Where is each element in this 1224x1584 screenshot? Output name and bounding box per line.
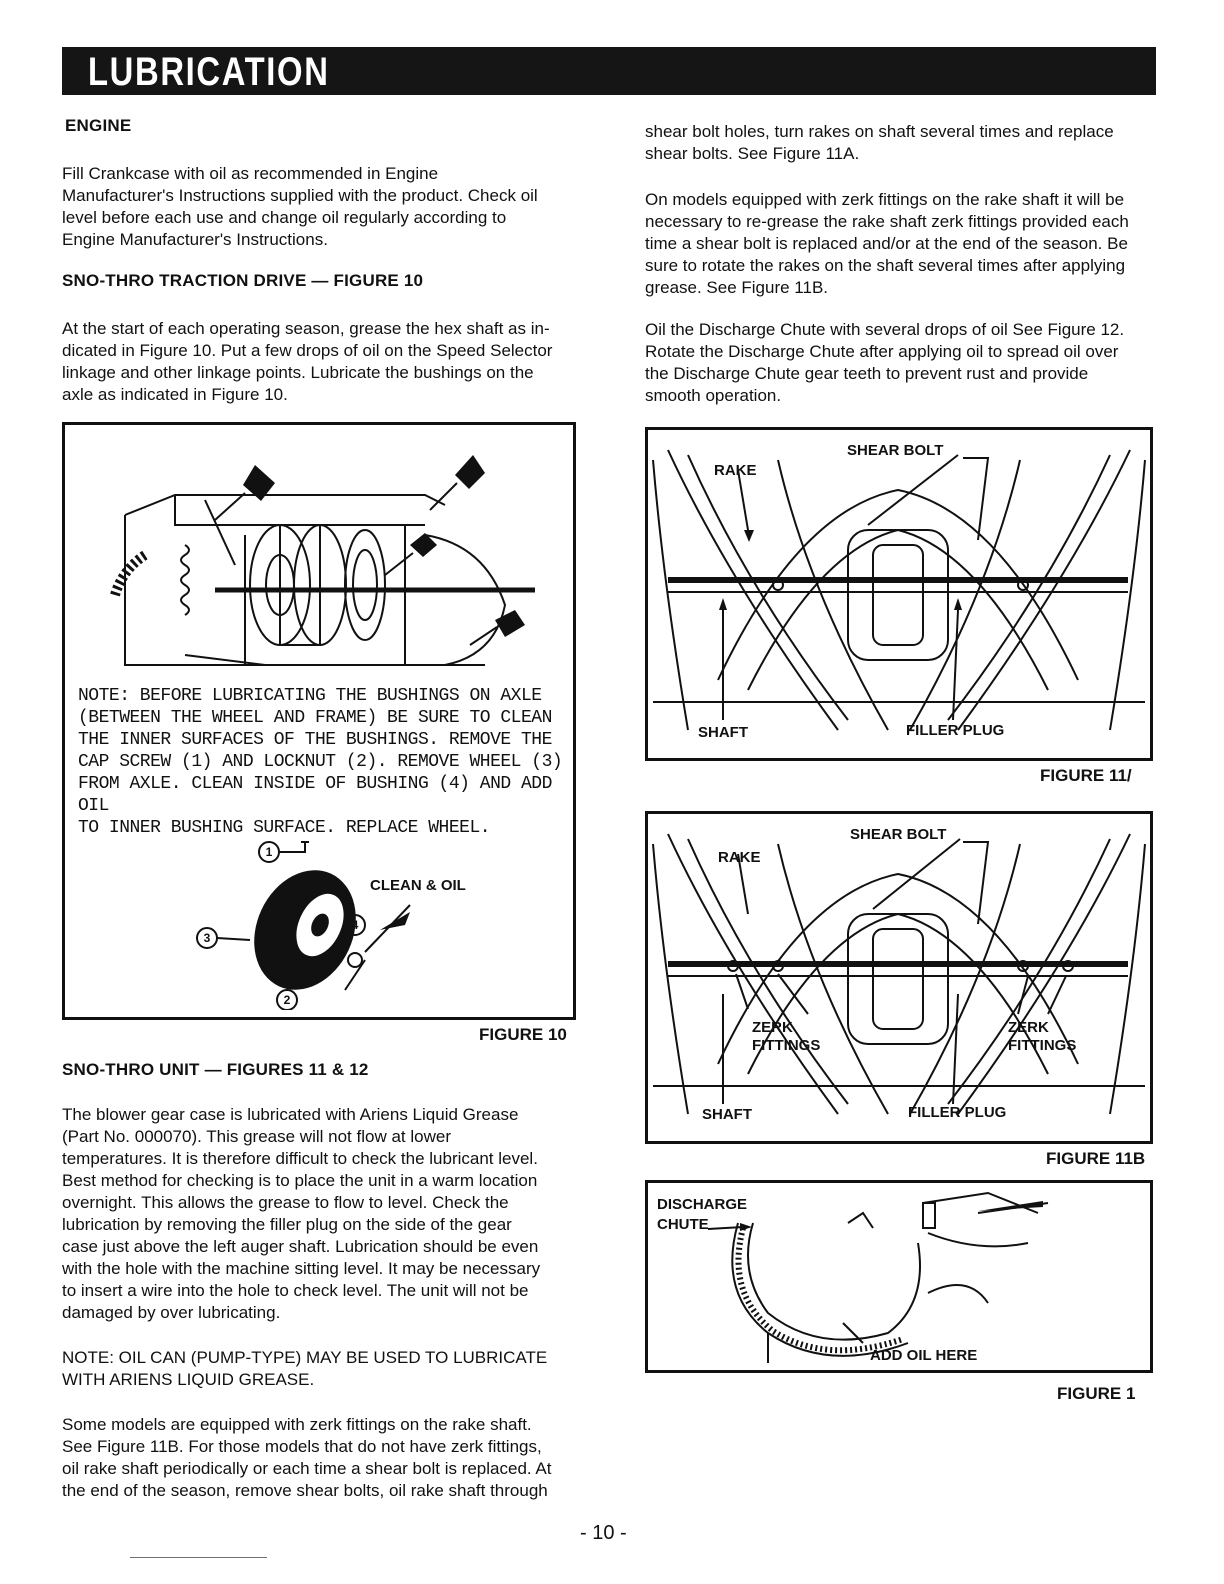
text-line: At the start of each operating season, grease the hex shaft as in-: [62, 319, 550, 338]
text-line: Some models are equipped with zerk fittings on the rake shaft.: [62, 1415, 532, 1434]
zerk-fittings-left-label: [752, 1019, 820, 1055]
text-line: temperatures. It is therefore difficult to check the lubricant level.: [62, 1149, 538, 1168]
zerk-label-line: ZERK: [1008, 1019, 1049, 1036]
text-line: level before each use and change oil regularly according to: [62, 208, 507, 227]
engine-heading: ENGINE: [65, 116, 132, 135]
auger-illustration-11a: [648, 430, 1150, 758]
note-line: NOTE: BEFORE LUBRICATING THE BUSHINGS ON AXLE: [78, 686, 542, 706]
text-line: Engine Manufacturer's Instructions.: [62, 230, 328, 249]
text-line: grease. See Figure 11B.: [645, 278, 829, 297]
text-line: dicated in Figure 10. Put a few drops of oil on the Speed Selector: [62, 341, 553, 360]
text-line: necessary to re-grease the rake shaft zerk fittings provided each: [645, 212, 1129, 231]
note-line: CAP SCREW (1) AND LOCKNUT (2). REMOVE WHEEL (3): [78, 752, 563, 772]
discharge-chute-label: [657, 1195, 747, 1235]
text-line: to insert a wire into the hole to check level. The unit will not be: [62, 1281, 529, 1300]
traction-drive-illustration: [65, 425, 573, 687]
text-line: shear bolts. See Figure 11A.: [645, 144, 860, 163]
title-banner: [62, 47, 1156, 95]
figure-10-caption: FIGURE 10: [479, 1025, 567, 1044]
text-line: case just above the left auger shaft. Lubrication should be even: [62, 1237, 539, 1256]
text-line: sure to rotate the rakes on the shaft several times after applying: [645, 256, 1126, 275]
page-title: LUBRICATION: [88, 50, 330, 94]
shaft-label: SHAFT: [698, 724, 748, 741]
figure-11a-caption: FIGURE 11/: [1040, 766, 1132, 785]
label-line: CHUTE: [657, 1216, 709, 1233]
shear-bolt-label: SHEAR BOLT: [850, 826, 947, 843]
filler-plug-label: FILLER PLUG: [906, 722, 1005, 739]
text-line: Fill Crankcase with oil as recommended in Engine: [62, 164, 439, 183]
note-line: FROM AXLE. CLEAN INSIDE OF BUSHING (4) AND ADD OIL: [78, 774, 552, 816]
text-line: Oil the Discharge Chute with several drops of oil See Figure 12.: [645, 320, 1125, 339]
figure-11b-caption: FIGURE 11B: [1046, 1149, 1146, 1168]
unit-heading: SNO-THRO UNIT — FIGURES 11 & 12: [62, 1060, 369, 1079]
right-paragraph-3: [645, 319, 1148, 407]
clean-oil-label: CLEAN & OIL: [370, 877, 466, 894]
figure-11b: [645, 811, 1153, 1144]
footer-rule: [130, 1557, 267, 1558]
engine-paragraph: [62, 163, 570, 251]
figure-12-caption: FIGURE 1: [1057, 1384, 1136, 1403]
label-line: DISCHARGE: [657, 1196, 748, 1213]
right-paragraph-2: [645, 189, 1148, 299]
text-line: On models equipped with zerk fittings on the rake shaft it will be: [645, 190, 1125, 209]
text-line: WITH ARIENS LIQUID GREASE.: [62, 1370, 315, 1389]
note-line: TO INNER BUSHING SURFACE. REPLACE WHEEL.: [78, 818, 491, 838]
text-line: Rotate the Discharge Chute after applying oil to spread oil over: [645, 342, 1119, 361]
callout-4: 4: [351, 918, 359, 932]
text-line: overnight. This allows the grease to flow to level. Check the: [62, 1193, 509, 1212]
oilcan-note: [62, 1347, 568, 1391]
figure-10: [62, 422, 576, 1020]
callout-2: 2: [283, 993, 291, 1007]
note-line: THE INNER SURFACES OF THE BUSHINGS. REMOVE THE: [78, 730, 552, 750]
callout-3: 3: [203, 931, 211, 945]
zerk-label-line: ZERK: [752, 1019, 793, 1036]
wheel-bushing-illustration: [65, 830, 573, 1010]
text-line: oil rake shaft periodically or each time a shear bolt is replaced. At: [62, 1459, 552, 1478]
text-line: smooth operation.: [645, 386, 782, 405]
zerk-paragraph: [62, 1414, 568, 1502]
zerk-label-line: FITTINGS: [1008, 1037, 1077, 1054]
text-line: linkage and other linkage points. Lubricate the bushings on the: [62, 363, 534, 382]
note-line: (BETWEEN THE WHEEL AND FRAME) BE SURE TO CLEAN: [78, 708, 552, 728]
add-oil-here-label: ADD OIL HERE: [870, 1347, 978, 1364]
text-line: Manufacturer's Instructions supplied with the product. Check oil: [62, 186, 538, 205]
text-line: the end of the season, remove shear bolts, oil rake shaft through: [62, 1481, 548, 1500]
shear-bolt-label: SHEAR BOLT: [847, 442, 944, 459]
text-line: damaged by over lubricating.: [62, 1303, 281, 1322]
traction-heading: SNO-THRO TRACTION DRIVE — FIGURE 10: [62, 271, 424, 290]
unit-paragraph: [62, 1104, 568, 1324]
figure-12: [645, 1180, 1153, 1373]
text-line: axle as indicated in Figure 10.: [62, 385, 288, 404]
text-line: with the hole with the machine sitting level. It may be necessary: [62, 1259, 541, 1278]
page-number: - 10 -: [580, 1522, 627, 1544]
zerk-fittings-right-label: [1008, 1019, 1076, 1055]
text-line: Best method for checking is to place the unit in a warm location: [62, 1171, 538, 1190]
rake-label: RAKE: [714, 462, 757, 479]
text-line: (Part No. 000070). This grease will not flow at lower: [62, 1127, 451, 1146]
text-line: NOTE: OIL CAN (PUMP-TYPE) MAY BE USED TO LUBRICATE: [62, 1348, 548, 1367]
text-line: lubrication by removing the filler plug on the side of the gear: [62, 1215, 512, 1234]
traction-paragraph: [62, 318, 570, 406]
text-line: time a shear bolt is replaced and/or at the end of the season. Be: [645, 234, 1128, 253]
text-line: The blower gear case is lubricated with Ariens Liquid Grease: [62, 1105, 519, 1124]
text-line: See Figure 11B. For those models that do not have zerk fittings,: [62, 1437, 542, 1456]
text-line: the Discharge Chute gear teeth to prevent rust and provide: [645, 364, 1089, 383]
callout-1: 1: [265, 845, 273, 859]
zerk-label-line: FITTINGS: [752, 1037, 821, 1054]
figure-11a: [645, 427, 1153, 761]
figure-10-note: [78, 685, 568, 839]
rake-label: RAKE: [718, 849, 761, 866]
text-line: shear bolt holes, turn rakes on shaft several times and replace: [645, 122, 1114, 141]
right-paragraph-1: [645, 121, 1148, 165]
shaft-label: SHAFT: [702, 1106, 752, 1123]
filler-plug-label: FILLER PLUG: [908, 1104, 1007, 1121]
